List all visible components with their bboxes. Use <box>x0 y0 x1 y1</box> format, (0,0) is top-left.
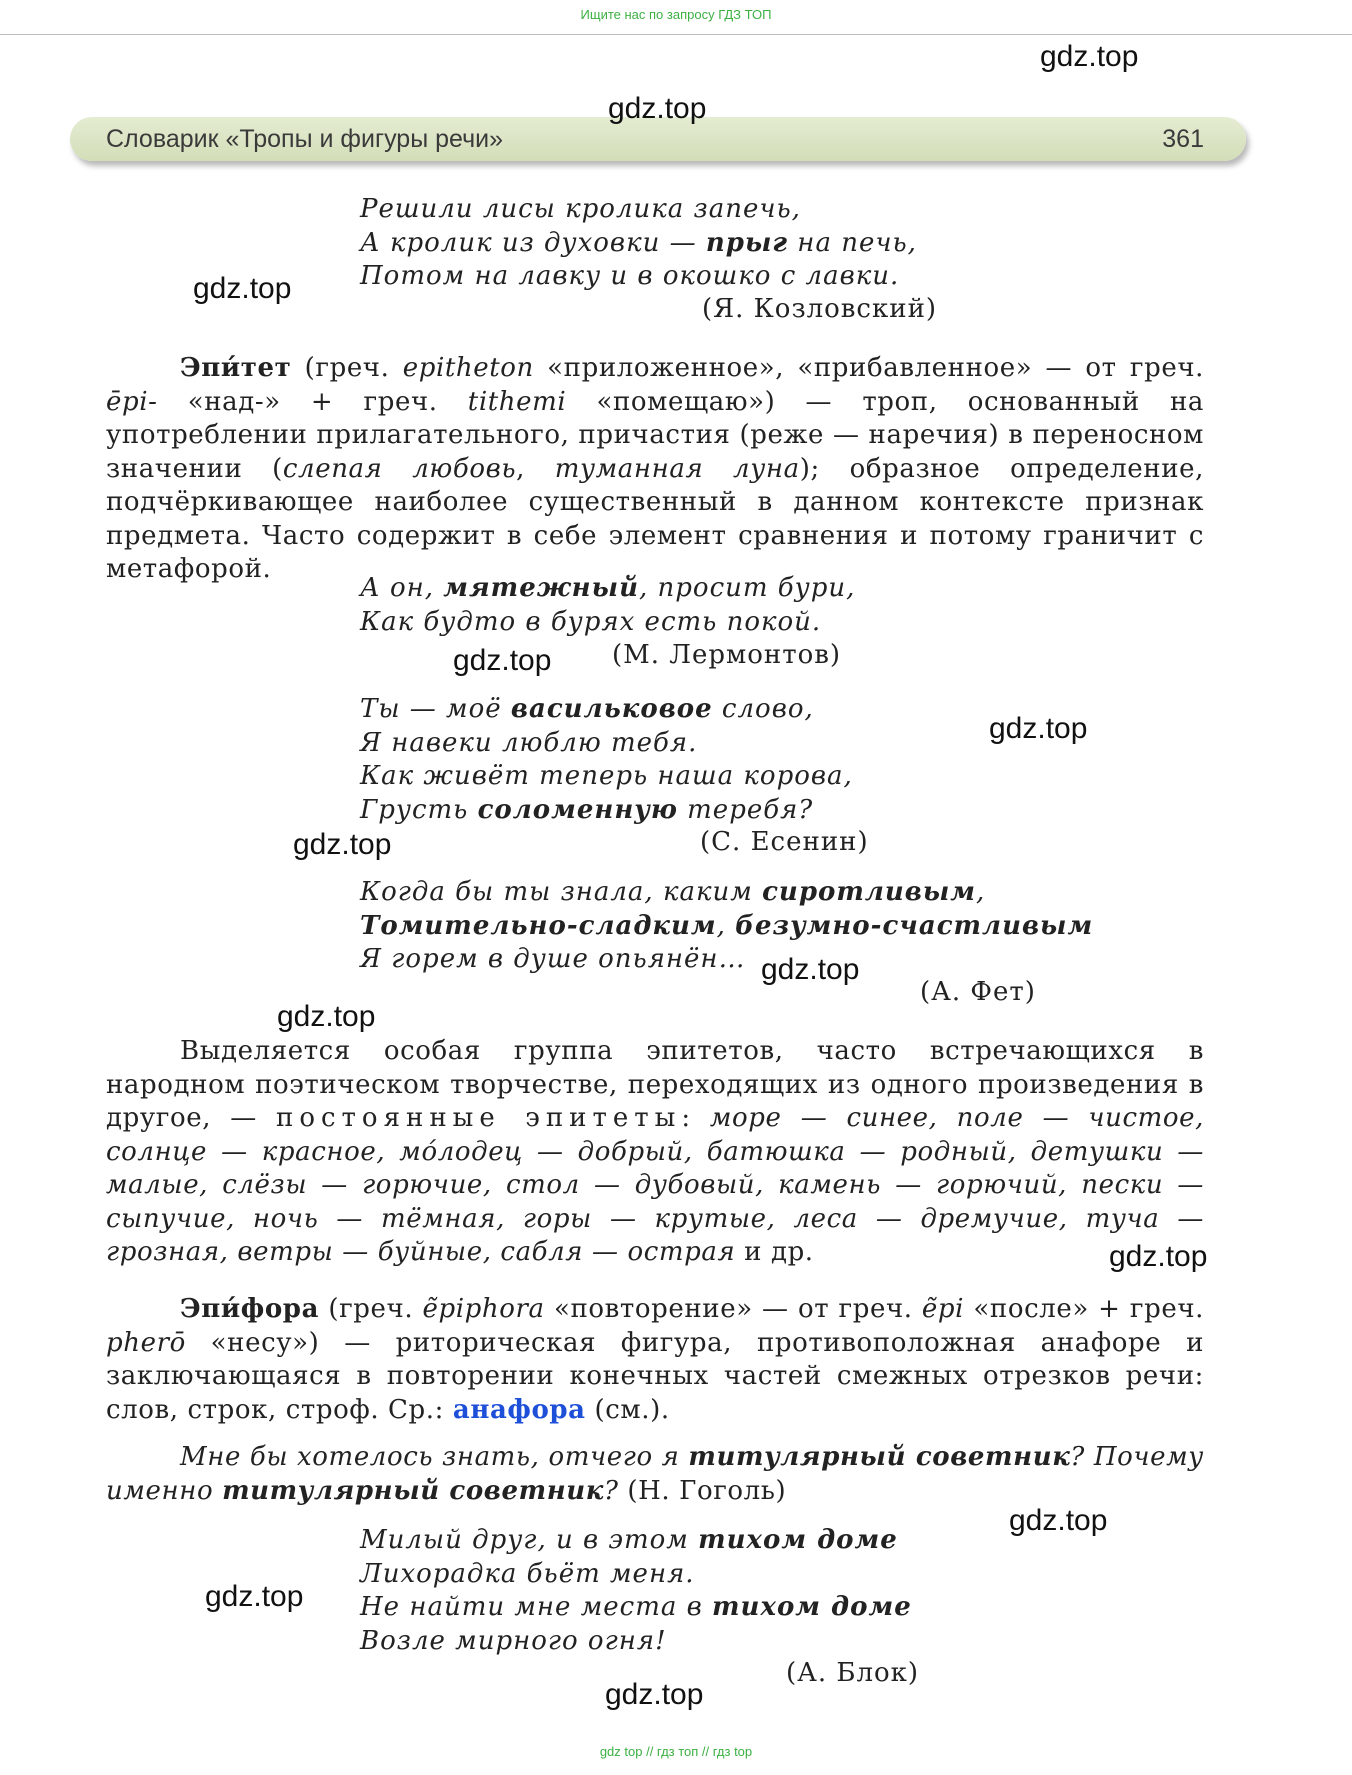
watermark: gdz.top <box>277 1000 376 1033</box>
poem-line: Лихорадка бьёт меня. <box>360 1558 695 1589</box>
poem-esenin <box>360 693 853 827</box>
poem-line: Как живёт теперь наша корова, <box>360 761 853 791</box>
poem-line: Грусть соломенную теребя? <box>360 794 814 825</box>
poem-line: Возле мирного огня! <box>360 1625 667 1656</box>
poem-lermontov <box>360 572 855 639</box>
watermark: gdz.top <box>193 272 292 305</box>
poem-author: (А. Фет) <box>920 977 1036 1007</box>
poem-blok <box>360 1524 912 1658</box>
poem-line: Я горем в душе опьянён… <box>360 944 746 974</box>
poem-author: (М. Лермонтов) <box>612 640 842 670</box>
page-number: 361 <box>1162 125 1204 153</box>
poem-line: Решили лисы кролика запечь, <box>360 194 801 224</box>
watermark: gdz.top <box>293 828 392 861</box>
poem-line: А кролик из духовки — прыг на печь, <box>360 227 917 258</box>
watermark: gdz.top <box>1009 1504 1108 1537</box>
poem-kozlovsky <box>360 193 917 294</box>
watermark: gdz.top <box>761 953 860 986</box>
poem-line: Когда бы ты знала, каким сиротливым, <box>360 877 986 907</box>
poem-line: Ты — моё васильковое слово, <box>360 694 814 724</box>
poem-line: Не найти мне места в тихом доме <box>360 1592 912 1622</box>
watermark: gdz.top <box>453 644 552 677</box>
bottom-banner: gdz top // гдз топ // гдз top <box>599 1744 753 1759</box>
epithet-definition: Эпи́тет (греч. epitheton «приложенное», «прибавленное» — от греч. ēpi- «над-» + греч. tithemi «помещаю») — троп, основанный на употреблении прилагательного, причастия (реже — наречия) в переносном значении (слепая любовь, туманная луна); образное определение, подчёркивающее наиболее существенный в данном контексте признак предмета. Часто содержит в себе элемент сравнения и потому граничит с метафорой. <box>106 353 1204 584</box>
poem-fet <box>360 876 1093 977</box>
poem-author: (Я. Козловский) <box>702 294 938 324</box>
top-banner <box>0 0 1352 35</box>
anaphora-link[interactable]: анафора <box>452 1394 586 1425</box>
watermark: gdz.top <box>1109 1240 1208 1273</box>
gogol-quote: Мне бы хотелось знать, отчего я титулярный советник? Почему именно титулярный советник? (Н. Гоголь) <box>106 1442 1204 1506</box>
watermark: gdz.top <box>605 1678 704 1711</box>
poem-line: Потом на лавку и в окошко с лавки. <box>360 261 900 291</box>
watermark: gdz.top <box>989 712 1088 745</box>
poem-line: Я навеки люблю тебя. <box>360 727 698 758</box>
poem-author: (А. Блок) <box>786 1658 920 1688</box>
poem-line: Томительно-сладким, безумно-счастливым <box>360 910 1094 941</box>
poem-line: А он, мятежный, просит бури, <box>360 573 856 603</box>
term-epiphora: Эпи́фора <box>180 1294 320 1324</box>
header-title: Словарик «Тропы и фигуры речи» <box>106 125 503 153</box>
poem-author: (С. Есенин) <box>700 827 869 857</box>
epiphora-definition: Эпи́фора (греч. ẽpiphora «повторение» — от греч. ẽpi «после» + греч. pherō «несу») — риторическая фигура, противоположная анафоре и заключающаяся в повторении конечных частей смежных отрезков речи: слов, строк, строф. Ср.: анафора (см.). <box>106 1294 1204 1425</box>
poem-line: Милый друг, и в этом тихом доме <box>360 1525 898 1555</box>
watermark: gdz.top <box>608 92 707 125</box>
term-epithet: Эпи́тет <box>180 353 292 383</box>
constant-epithets-paragraph: Выделяется особая группа эпитетов, часто встречающихся в народном поэтическом творчестве, переходящих из одного произведения в другое, — постоянные эпитеты: море — синее, поле — чистое, солнце — красное, мо́лодец — добрый, батюшка — родный, детушки — малые, слёзы — горючие, стол — дубовый, камень — горючий, пески — сыпучие, ночь — тёмная, горы — крутые, леса — дремучие, туча — грозная, ветры — буйные, сабля — острая и др. <box>106 1036 1204 1267</box>
watermark: gdz.top <box>1040 40 1139 73</box>
poem-line: Как будто в бурях есть покой. <box>360 606 822 637</box>
banner-text: Ищите нас по запросу ГДЗ ТОП <box>580 7 772 22</box>
watermark: gdz.top <box>205 1580 304 1613</box>
